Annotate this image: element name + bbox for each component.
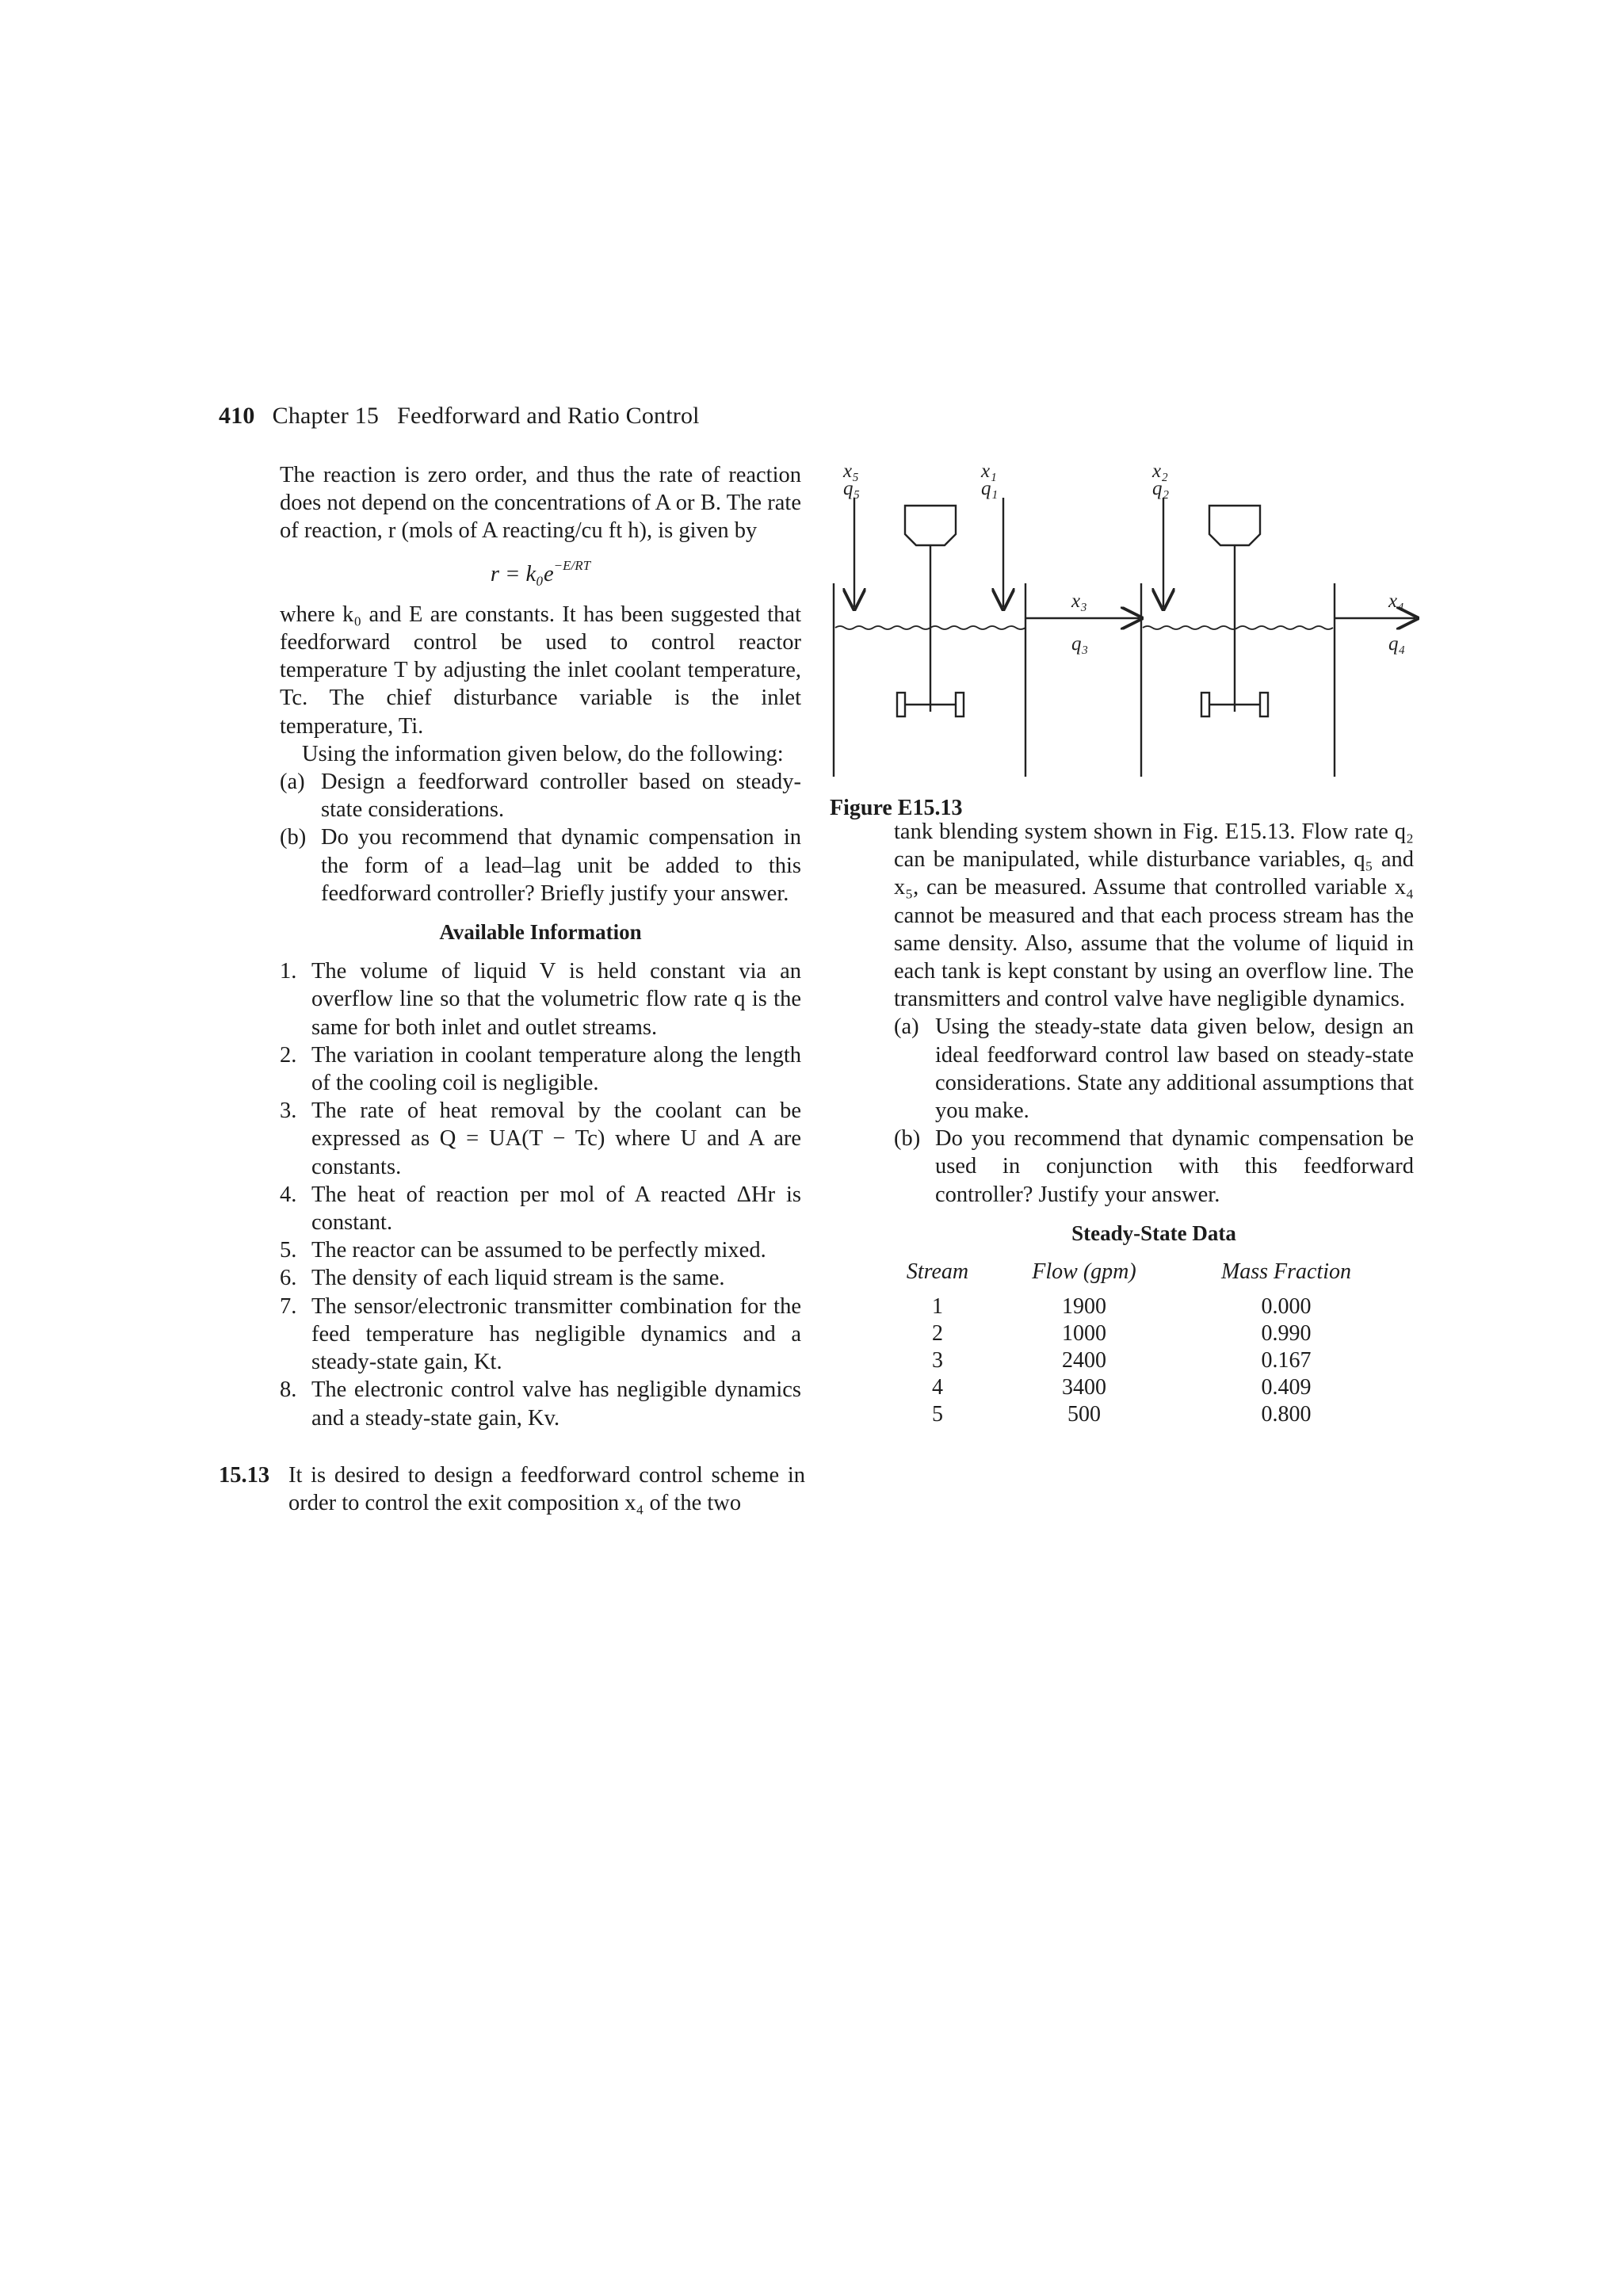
info-number: 6.	[280, 1266, 297, 1291]
cell-mass-fraction: 0.167	[1261, 1348, 1312, 1373]
info-number: 1.	[280, 959, 297, 984]
item-text: Design a feedforward controller based on steady-state considerations.	[321, 770, 801, 823]
label-q2: q₂	[1152, 478, 1170, 499]
cell-stream: 5	[932, 1402, 943, 1427]
constants-paragraph: where k₀ and E are constants. It has been suggested that feedforward control be used to control reactor temperature T by adjusting the inlet coolant temperature, Tc. The chief disturbance variable is the inlet temperature, Ti.	[280, 602, 801, 739]
info-number: 2.	[280, 1042, 297, 1068]
motor-1	[905, 506, 956, 545]
item-label: (b)	[280, 825, 307, 850]
label-x5: x₅	[843, 460, 859, 482]
cell-stream: 1	[932, 1294, 943, 1320]
info-text: The variation in coolant temperature along the length of the cooling coil is negligible.	[311, 1042, 801, 1096]
label-q5: q₅	[843, 478, 861, 499]
label-q4: q₄	[1388, 633, 1406, 655]
info-text: The rate of heat removal by the coolant can be expressed as Q = UA(T − Tc) where U and A are constants.	[311, 1098, 801, 1179]
label-q1: q₁	[981, 478, 999, 499]
item-text: Do you recommend that dynamic compensation be used in conjunction with this feedforward controller? Justify your answer.	[935, 1126, 1414, 1207]
motor-2	[1209, 506, 1260, 545]
cell-flow: 1900	[1062, 1294, 1106, 1320]
table-row	[894, 1347, 1401, 1374]
info-text: The volume of liquid V is held constant via an overflow line so that the volumetric flow rate q is the same for both inlet and outlet streams.	[311, 959, 801, 1040]
label-x1: x₁	[981, 460, 997, 482]
table-header-row	[894, 1259, 1401, 1286]
problem-text: It is desired to design a feedforward control scheme in order to control the exit composition x₄ of the two	[288, 1463, 805, 1516]
info-text: The density of each liquid stream is the same.	[311, 1266, 725, 1291]
blending-diagram	[824, 460, 1426, 777]
figure-caption: Figure E15.13	[830, 796, 963, 820]
cell-stream: 3	[932, 1348, 943, 1373]
problem-continuation: tank blending system shown in Fig. E15.13. Flow rate q₂ can be manipulated, while disturbance variables, q₅ and x₅, can be measured. Assume that controlled variable x₄ cannot be measured and that each process stream has the same density. Also, assume that the volume of liquid in each tank is kept constant by using an overflow line. The transmitters and control valve have negligible dynamics.	[894, 819, 1414, 1012]
impeller-2-right	[1260, 693, 1268, 716]
item-label: (b)	[894, 1126, 921, 1152]
task-item-a	[280, 768, 801, 823]
steady-state-table	[894, 1259, 1401, 1428]
task-item-a	[894, 1013, 1414, 1125]
impeller-1-left	[897, 693, 905, 716]
info-number: 4.	[280, 1182, 297, 1207]
cell-mass-fraction: 0.409	[1261, 1375, 1312, 1400]
table-row	[894, 1293, 1401, 1320]
problem-number: 15.13	[219, 1463, 270, 1488]
figure-e15-13	[824, 460, 1426, 777]
cell-flow: 1000	[1062, 1321, 1106, 1347]
right-column	[894, 818, 1414, 1428]
label-x3: x₃	[1071, 590, 1087, 612]
info-number: 8.	[280, 1377, 297, 1403]
intro-paragraph: The reaction is zero order, and thus the rate of reaction does not depend on the concentrations of A or B. The rate of reaction, r (mols of A reacting/cu ft h), is given by	[280, 463, 801, 544]
info-item	[280, 1181, 801, 1236]
table-row	[894, 1401, 1401, 1428]
cell-stream: 2	[932, 1321, 943, 1347]
running-header	[219, 403, 700, 430]
label-q3: q₃	[1071, 633, 1089, 655]
info-item	[280, 1236, 801, 1264]
using-sentence: Using the information given below, do the following:	[302, 741, 784, 766]
col-header-mass-fraction: Mass Fraction	[1220, 1259, 1352, 1285]
steady-state-data-heading: Steady-State Data	[1071, 1221, 1236, 1245]
table-row	[894, 1374, 1401, 1401]
info-item	[280, 1097, 801, 1181]
cell-flow: 3400	[1062, 1375, 1106, 1400]
col-header-stream: Stream	[906, 1259, 969, 1285]
info-number: 5.	[280, 1238, 297, 1263]
page-number: 410	[219, 403, 255, 429]
impeller-1-right	[956, 693, 964, 716]
label-x4: x₄	[1388, 590, 1404, 612]
impeller-2-left	[1201, 693, 1209, 716]
left-column	[280, 461, 801, 1432]
cell-mass-fraction: 0.000	[1261, 1294, 1312, 1320]
equation-main: r = k₀e	[490, 561, 554, 586]
task-item-b	[894, 1125, 1414, 1209]
label-x2: x₂	[1152, 460, 1168, 482]
liquid-surface-2	[1143, 626, 1333, 629]
item-text: Using the steady-state data given below, design an ideal feedforward control law based on steady-state considerations. State any additional assumptions that you make.	[935, 1014, 1414, 1124]
info-number: 3.	[280, 1098, 297, 1124]
problem-15-13	[219, 1461, 805, 1517]
info-text: The heat of reaction per mol of A reacted ΔHr is constant.	[311, 1182, 801, 1236]
available-info-heading: Available Information	[439, 920, 642, 945]
info-text: The electronic control valve has negligible dynamics and a steady-state gain, Kv.	[311, 1377, 801, 1431]
info-item	[280, 1041, 801, 1097]
cell-stream: 4	[932, 1375, 943, 1400]
info-text: The sensor/electronic transmitter combination for the feed temperature has negligible dynamics and a steady-state gain, Kt.	[311, 1293, 801, 1375]
info-item	[280, 1293, 801, 1377]
col-header-flow: Flow (gpm)	[1032, 1259, 1136, 1285]
info-number: 7.	[280, 1293, 297, 1319]
info-item	[280, 957, 801, 1041]
chapter-title: Chapter 15 Feedforward and Ratio Control	[272, 403, 700, 429]
equation-exponent: −E/RT	[553, 557, 591, 573]
task-item-b	[280, 823, 801, 907]
cell-mass-fraction: 0.990	[1261, 1321, 1312, 1347]
cell-flow: 500	[1067, 1402, 1101, 1427]
info-item	[280, 1264, 801, 1292]
item-label: (a)	[894, 1014, 919, 1040]
info-item	[280, 1376, 801, 1431]
item-label: (a)	[280, 770, 305, 795]
info-text: The reactor can be assumed to be perfectly mixed.	[311, 1238, 766, 1263]
tank-2	[1141, 583, 1335, 777]
cell-flow: 2400	[1062, 1348, 1106, 1373]
item-text: Do you recommend that dynamic compensation in the form of a lead–lag unit be added to this feedforward controller? Briefly justify your answer.	[321, 825, 801, 906]
rate-equation	[280, 552, 801, 588]
table-row	[894, 1320, 1401, 1347]
cell-mass-fraction: 0.800	[1261, 1402, 1312, 1427]
